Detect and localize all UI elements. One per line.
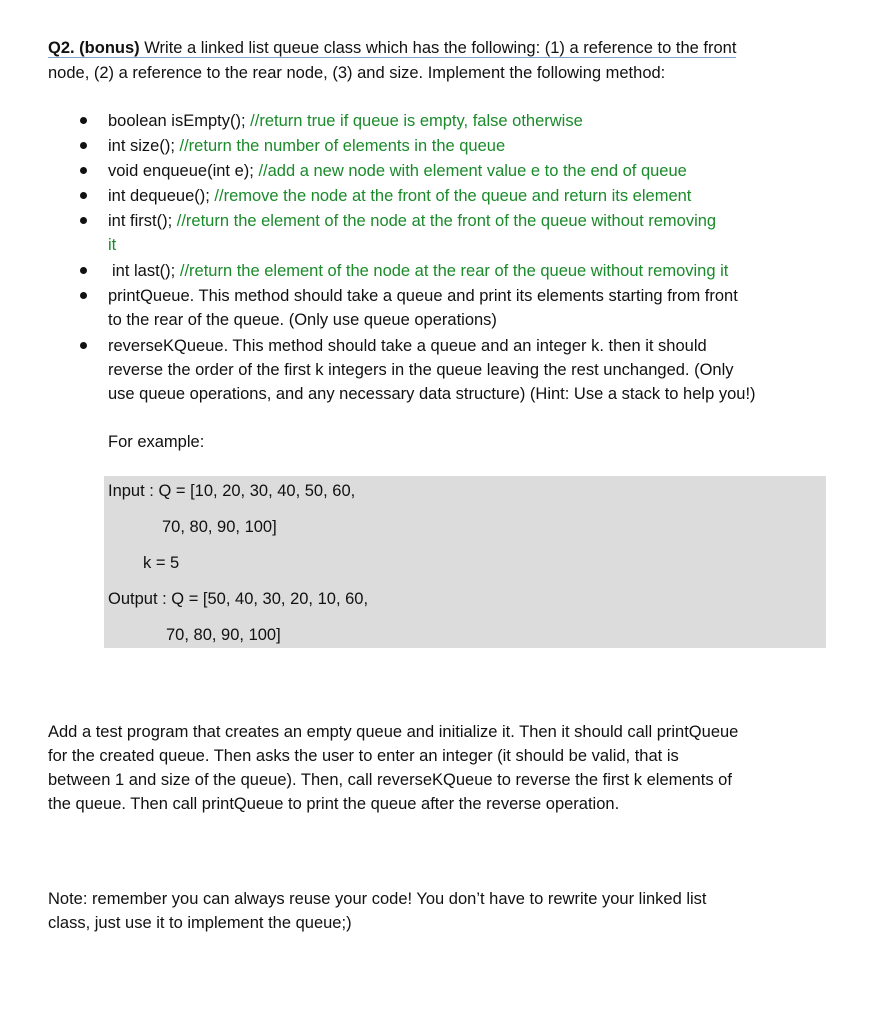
bullet-icon [80, 192, 87, 199]
print-queue-line-2: to the rear of the queue. (Only use queue operations) [108, 311, 497, 329]
method-comment: //return the element of the node at the front of the queue without removing [176, 212, 717, 230]
example-input-line-2: 70, 80, 90, 100] [162, 518, 277, 536]
method-code: void enqueue(int e); [108, 162, 259, 180]
example-output-line-1: Output : Q = [50, 40, 30, 20, 10, 60, [108, 590, 369, 608]
print-queue-line-1: printQueue. This method should take a queue and print its elements starting from front [108, 287, 738, 305]
question-intro-line-2: node, (2) a reference to the rear node, (3) and size. Implement the following method: [48, 64, 666, 82]
question-label: Q2. (bonus) [48, 39, 140, 57]
method-code: int first(); [108, 212, 177, 230]
method-item-dequeue [108, 184, 691, 208]
bullet-icon [80, 267, 87, 274]
bullet-icon [80, 292, 87, 299]
bullet-icon [80, 342, 87, 349]
method-comment: //remove the node at the front of the queue and return its element [214, 187, 692, 205]
method-comment: //return true if queue is empty, false otherwise [250, 112, 583, 130]
example-heading: For example: [108, 433, 205, 451]
reverse-k-line-1: reverseKQueue. This method should take a queue and an integer k. then it should [108, 337, 707, 355]
note-line-1: Note: remember you can always reuse your code! You don’t have to rewrite your linked list [48, 890, 707, 908]
bullet-icon [80, 217, 87, 224]
test-program-line-3: between 1 and size of the queue). Then, call reverseKQueue to reverse the first k elements of [48, 771, 732, 789]
question-intro-text: Write a linked list queue class which has the following: (1) a reference to the front [139, 39, 737, 57]
method-code: int size(); [108, 137, 180, 155]
method-comment-continuation: it [108, 236, 117, 254]
method-comment: //add a new node with element value e to the end of queue [258, 162, 687, 180]
bullet-icon [80, 117, 87, 124]
test-program-line-1: Add a test program that creates an empty queue and initialize it. Then it should call printQueue [48, 723, 739, 741]
question-intro-line-1 [48, 36, 736, 60]
example-input-line-1: Input : Q = [10, 20, 30, 40, 50, 60, [108, 482, 356, 500]
method-item-first [108, 209, 716, 233]
example-output-line-2: 70, 80, 90, 100] [166, 626, 281, 644]
method-code: boolean isEmpty(); [108, 112, 251, 130]
method-code: int dequeue(); [108, 187, 215, 205]
question-title [48, 39, 736, 58]
reverse-k-line-2: reverse the order of the first k integers in the queue leaving the rest unchanged. (Only [108, 361, 734, 379]
bullet-icon [80, 142, 87, 149]
reverse-k-line-3: use queue operations, and any necessary data structure) (Hint: Use a stack to help you!) [108, 385, 756, 403]
method-item-size [108, 134, 505, 158]
method-comment: //return the number of elements in the queue [179, 137, 506, 155]
test-program-line-2: for the created queue. Then asks the user to enter an integer (it should be valid, that is [48, 747, 679, 765]
method-item-is-empty [108, 109, 583, 133]
example-k-line: k = 5 [143, 554, 180, 572]
method-item-last [112, 259, 728, 283]
bullet-icon [80, 167, 87, 174]
method-item-enqueue [108, 159, 687, 183]
method-code: int last(); [112, 262, 180, 280]
method-comment: //return the element of the node at the rear of the queue without removing it [179, 262, 729, 280]
note-line-2: class, just use it to implement the queue;) [48, 914, 352, 932]
test-program-line-4: the queue. Then call printQueue to print the queue after the reverse operation. [48, 795, 620, 813]
